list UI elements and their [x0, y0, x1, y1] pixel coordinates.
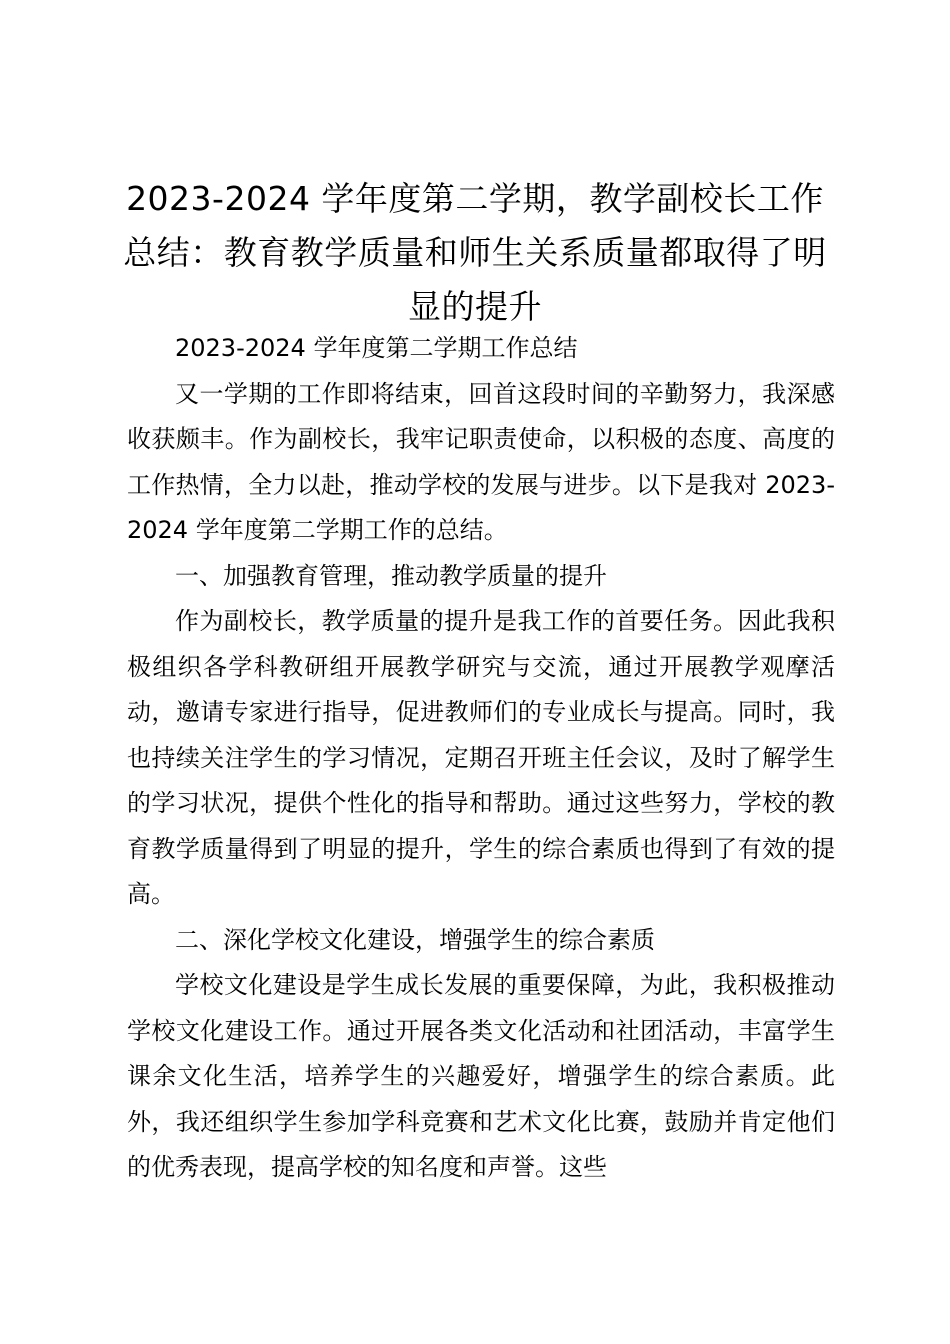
section-heading-1: 一、加强教育管理，推动教学质量的提升: [175, 561, 607, 590]
document-title: 2023-2024 学年度第二学期，教学副校长工作总结：教育教学质量和师生关系质量都取得了明显的提升: [123, 179, 827, 326]
section-paragraph-2: 学校文化建设是学生成长发展的重要保障，为此，我积极推动学校文化建设工作。通过开展各类文化活动和社团活动，丰富学生课余文化生活，培养学生的兴趣爱好，增强学生的综合素质。此外，我还组织学生参加学科竞赛和艺术文化比赛，鼓励并肯定他们的优秀表现，提高学校的知名度和声誉。这些: [127, 971, 835, 1181]
section-paragraph-1: 作为副校长，教学质量的提升是我工作的首要任务。因此我积极组织各学科教研组开展教学研究与交流，通过开展教学观摩活动，邀请专家进行指导，促进教师们的专业成长与提高。同时，我也持续关注学生的学习情况，定期召开班主任会议，及时了解学生的学习状况，提供个性化的指导和帮助。通过这些努力，学校的教育教学质量得到了明显的提升，学生的综合素质也得到了有效的提高。: [127, 607, 835, 908]
document-subtitle: 2023-2024 学年度第二学期工作总结: [175, 334, 578, 362]
section-heading-2: 二、深化学校文化建设，增强学生的综合素质: [175, 925, 655, 954]
document-body: [127, 326, 835, 1191]
intro-paragraph: 又一学期的工作即将结束，回首这段时间的辛勤努力，我深感收获颇丰。作为副校长，我牢记职责使命，以积极的态度、高度的工作热情，全力以赴，推动学校的发展与进步。以下是我对 2023-2024 学年度第二学期工作的总结。: [127, 379, 835, 544]
